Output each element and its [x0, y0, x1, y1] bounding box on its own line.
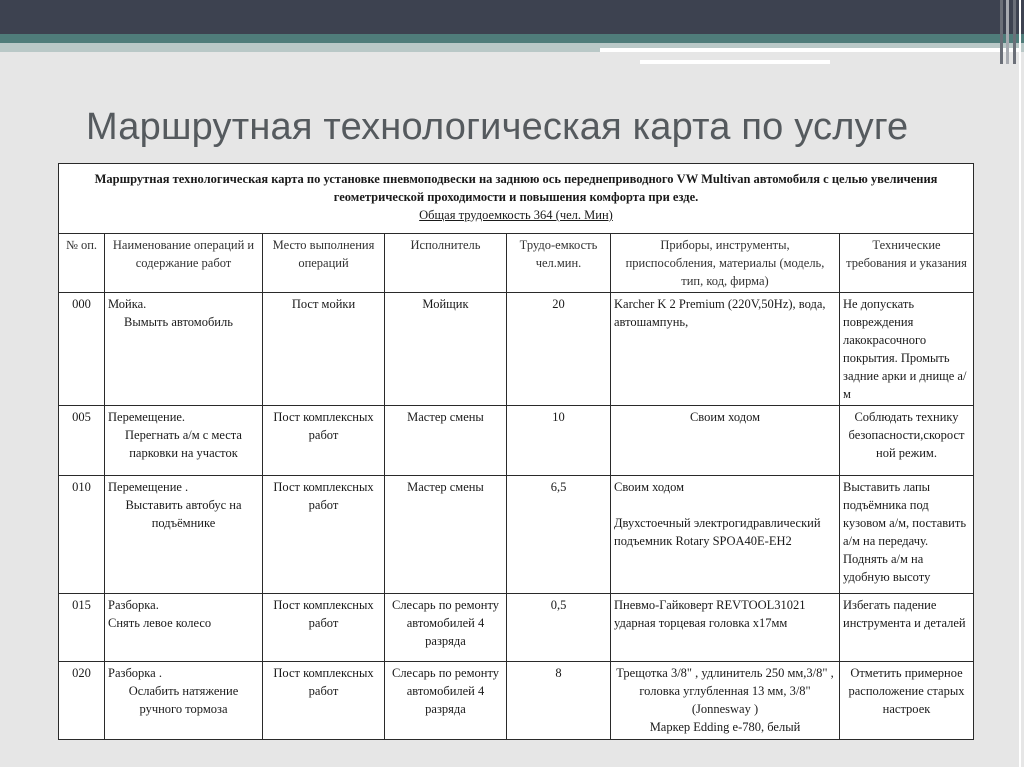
table-row — [59, 293, 974, 406]
corner-bar — [1013, 0, 1016, 64]
table-row — [59, 662, 974, 740]
corner-bar — [1000, 0, 1003, 64]
col-header-labor: Трудо-емкость чел.мин. — [507, 234, 611, 293]
op-num: 020 — [59, 662, 105, 740]
op-num: 010 — [59, 476, 105, 594]
op-num: 015 — [59, 594, 105, 662]
op-place: Пост комплексных работ — [263, 594, 385, 662]
op-tools: Своим ходом — [611, 406, 840, 476]
table-row — [59, 476, 974, 594]
op-name-title: Мойка. — [108, 297, 147, 311]
labor-total: Общая трудоемкость 364 (чел. Мин) — [419, 208, 613, 222]
op-name-body: Снять левое колесо — [108, 616, 212, 630]
op-place: Пост мойки — [263, 293, 385, 406]
card-header-line2: геометрической проходимости и повышения комфорта при езде. — [333, 190, 699, 204]
op-labor: 20 — [507, 293, 611, 406]
op-name-body: Вымыть автомобиль — [124, 315, 233, 329]
op-performer: Мойщик — [385, 293, 507, 406]
op-tools — [611, 476, 840, 594]
op-name — [105, 662, 263, 740]
table-row — [59, 406, 974, 476]
op-name-title: Перемещение . — [108, 480, 189, 494]
op-tools-line1: Трещотка 3/8" , удлинитель 250 мм,3/8" , головка углубленная 13 мм, 3/8" (Jonnesway ) — [616, 666, 834, 716]
card-header-line1: Маршрутная технологическая карта по установке пневмоподвески на заднюю ось переднеприводного VW Multivan автомобиля с целью увеличения — [94, 172, 938, 186]
card-header — [59, 164, 974, 234]
card-header-row — [59, 164, 974, 234]
route-card-table — [58, 163, 974, 740]
col-header-name: Наименование операций и содержание работ — [105, 234, 263, 293]
op-name — [105, 476, 263, 594]
op-name-title: Перемещение. — [108, 410, 186, 424]
op-name — [105, 293, 263, 406]
op-labor: 0,5 — [507, 594, 611, 662]
op-name — [105, 594, 263, 662]
op-requirements: Соблюдать технику безопасности,скорост ной режим. — [840, 406, 974, 476]
top-band-stripe-short — [640, 60, 830, 64]
op-num: 005 — [59, 406, 105, 476]
slide-title: Маршрутная технологическая карта по услуге — [86, 106, 909, 148]
op-tools — [611, 662, 840, 740]
op-requirements: Избегать падение инструмента и деталей — [840, 594, 974, 662]
op-labor: 10 — [507, 406, 611, 476]
op-num: 000 — [59, 293, 105, 406]
op-performer: Слесарь по ремонту автомобилей 4 разряда — [385, 594, 507, 662]
top-band-dark — [0, 0, 1024, 34]
op-place: Пост комплексных работ — [263, 406, 385, 476]
corner-bar — [1006, 0, 1009, 64]
top-band-stripe — [600, 48, 1020, 52]
op-place: Пост комплексных работ — [263, 662, 385, 740]
op-tools-line2: Маркер Edding e-780, белый — [649, 720, 801, 734]
op-labor: 8 — [507, 662, 611, 740]
top-band-teal — [0, 34, 1024, 43]
op-requirements: Отметить примерное расположение старых настроек — [840, 662, 974, 740]
op-name-title: Разборка . — [108, 666, 162, 680]
op-name-body: Перегнать а/м с места парковки на участок — [125, 428, 242, 460]
column-header-row — [59, 234, 974, 293]
col-header-tools: Приборы, инструменты, приспособления, материалы (модель, тип, код, фирма) — [611, 234, 840, 293]
op-name-body: Выставить автобус на подъёмнике — [125, 498, 242, 530]
op-tools: Пневмо-Гайковерт REVTOOL31021 ударная торцевая головка х17мм — [611, 594, 840, 662]
table-row — [59, 594, 974, 662]
op-tools-line1: Своим ходом — [614, 480, 685, 494]
col-header-place: Место выполнения операций — [263, 234, 385, 293]
op-performer: Слесарь по ремонту автомобилей 4 разряда — [385, 662, 507, 740]
op-place: Пост комплексных работ — [263, 476, 385, 594]
op-performer: Мастер смены — [385, 406, 507, 476]
col-header-requirements: Технические требования и указания — [840, 234, 974, 293]
op-name-title: Разборка. — [108, 598, 159, 612]
op-performer: Мастер смены — [385, 476, 507, 594]
col-header-performer: Исполнитель — [385, 234, 507, 293]
op-requirements: Выставить лапы подъёмника под кузовом а/м, поставить а/м на передачу. Поднять а/м на удобную высоту — [840, 476, 974, 594]
op-tools-line2: Двухстоечный электрогидравлический подъемник Rotary SPOA40E-EH2 — [614, 516, 821, 548]
col-header-num: № оп. — [59, 234, 105, 293]
right-edge-line — [1019, 0, 1021, 767]
op-name-body: Ослабить натяжение ручного тормоза — [128, 684, 239, 716]
op-tools: Karcher K 2 Premium (220V,50Hz), вода, автошампунь, — [611, 293, 840, 406]
op-requirements: Не допускать повреждения лакокрасочного покрытия. Промыть задние арки и днище а/м — [840, 293, 974, 406]
op-labor: 6,5 — [507, 476, 611, 594]
op-name — [105, 406, 263, 476]
